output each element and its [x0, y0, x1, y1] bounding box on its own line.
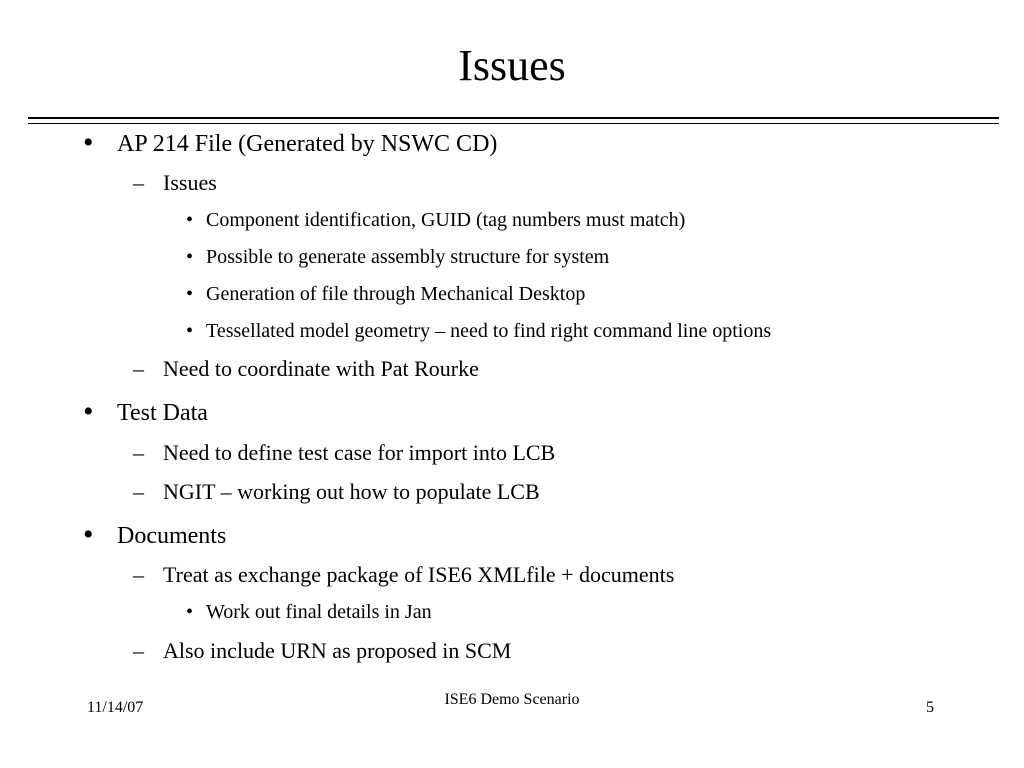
bullet-marker: • [186, 601, 194, 623]
bullet-marker: – [133, 479, 144, 504]
slide-title: Issues [458, 41, 566, 90]
bullet-marker: • [83, 395, 94, 428]
bullet-text: Tessellated model geometry – need to find right command line options [206, 320, 772, 342]
footer-date: 11/14/07 [87, 699, 144, 716]
bullet-marker: – [133, 440, 144, 465]
bullet-text: Need to coordinate with Pat Rourke [163, 356, 479, 381]
bullet-text: Component identification, GUID (tag numbers must match) [206, 209, 686, 231]
bullet-text: AP 214 File (Generated by NSWC CD) [117, 131, 498, 157]
bullet-text: NGIT – working out how to populate LCB [163, 479, 540, 504]
bullet-marker: – [133, 638, 144, 663]
page-number: 5 [926, 699, 934, 716]
bullet-text: Need to define test case for import into LCB [163, 440, 556, 465]
bullet-marker: – [133, 356, 144, 381]
bullet-marker: • [186, 283, 194, 305]
bullet-marker: – [133, 562, 144, 587]
bullet-text: Generation of file through Mechanical Desktop [206, 283, 586, 305]
bullet-marker: • [186, 246, 194, 268]
bullet-marker: • [83, 518, 94, 551]
bullet-marker: • [186, 320, 194, 342]
bullet-marker: – [133, 170, 144, 195]
bullet-text: Test Data [117, 400, 208, 426]
bullet-text: Treat as exchange package of ISE6 XMLfile + documents [163, 562, 675, 587]
bullet-marker: • [83, 126, 94, 159]
bullet-text: Issues [163, 170, 217, 195]
bullet-marker: • [186, 209, 194, 231]
footer-title: ISE6 Demo Scenario [444, 691, 580, 708]
bullet-text: Documents [117, 523, 227, 549]
title-divider [28, 117, 999, 124]
bullet-text: Also include URN as proposed in SCM [163, 638, 512, 663]
bullet-text: Possible to generate assembly structure for system [206, 246, 610, 268]
bullet-text: Work out final details in Jan [206, 601, 432, 623]
